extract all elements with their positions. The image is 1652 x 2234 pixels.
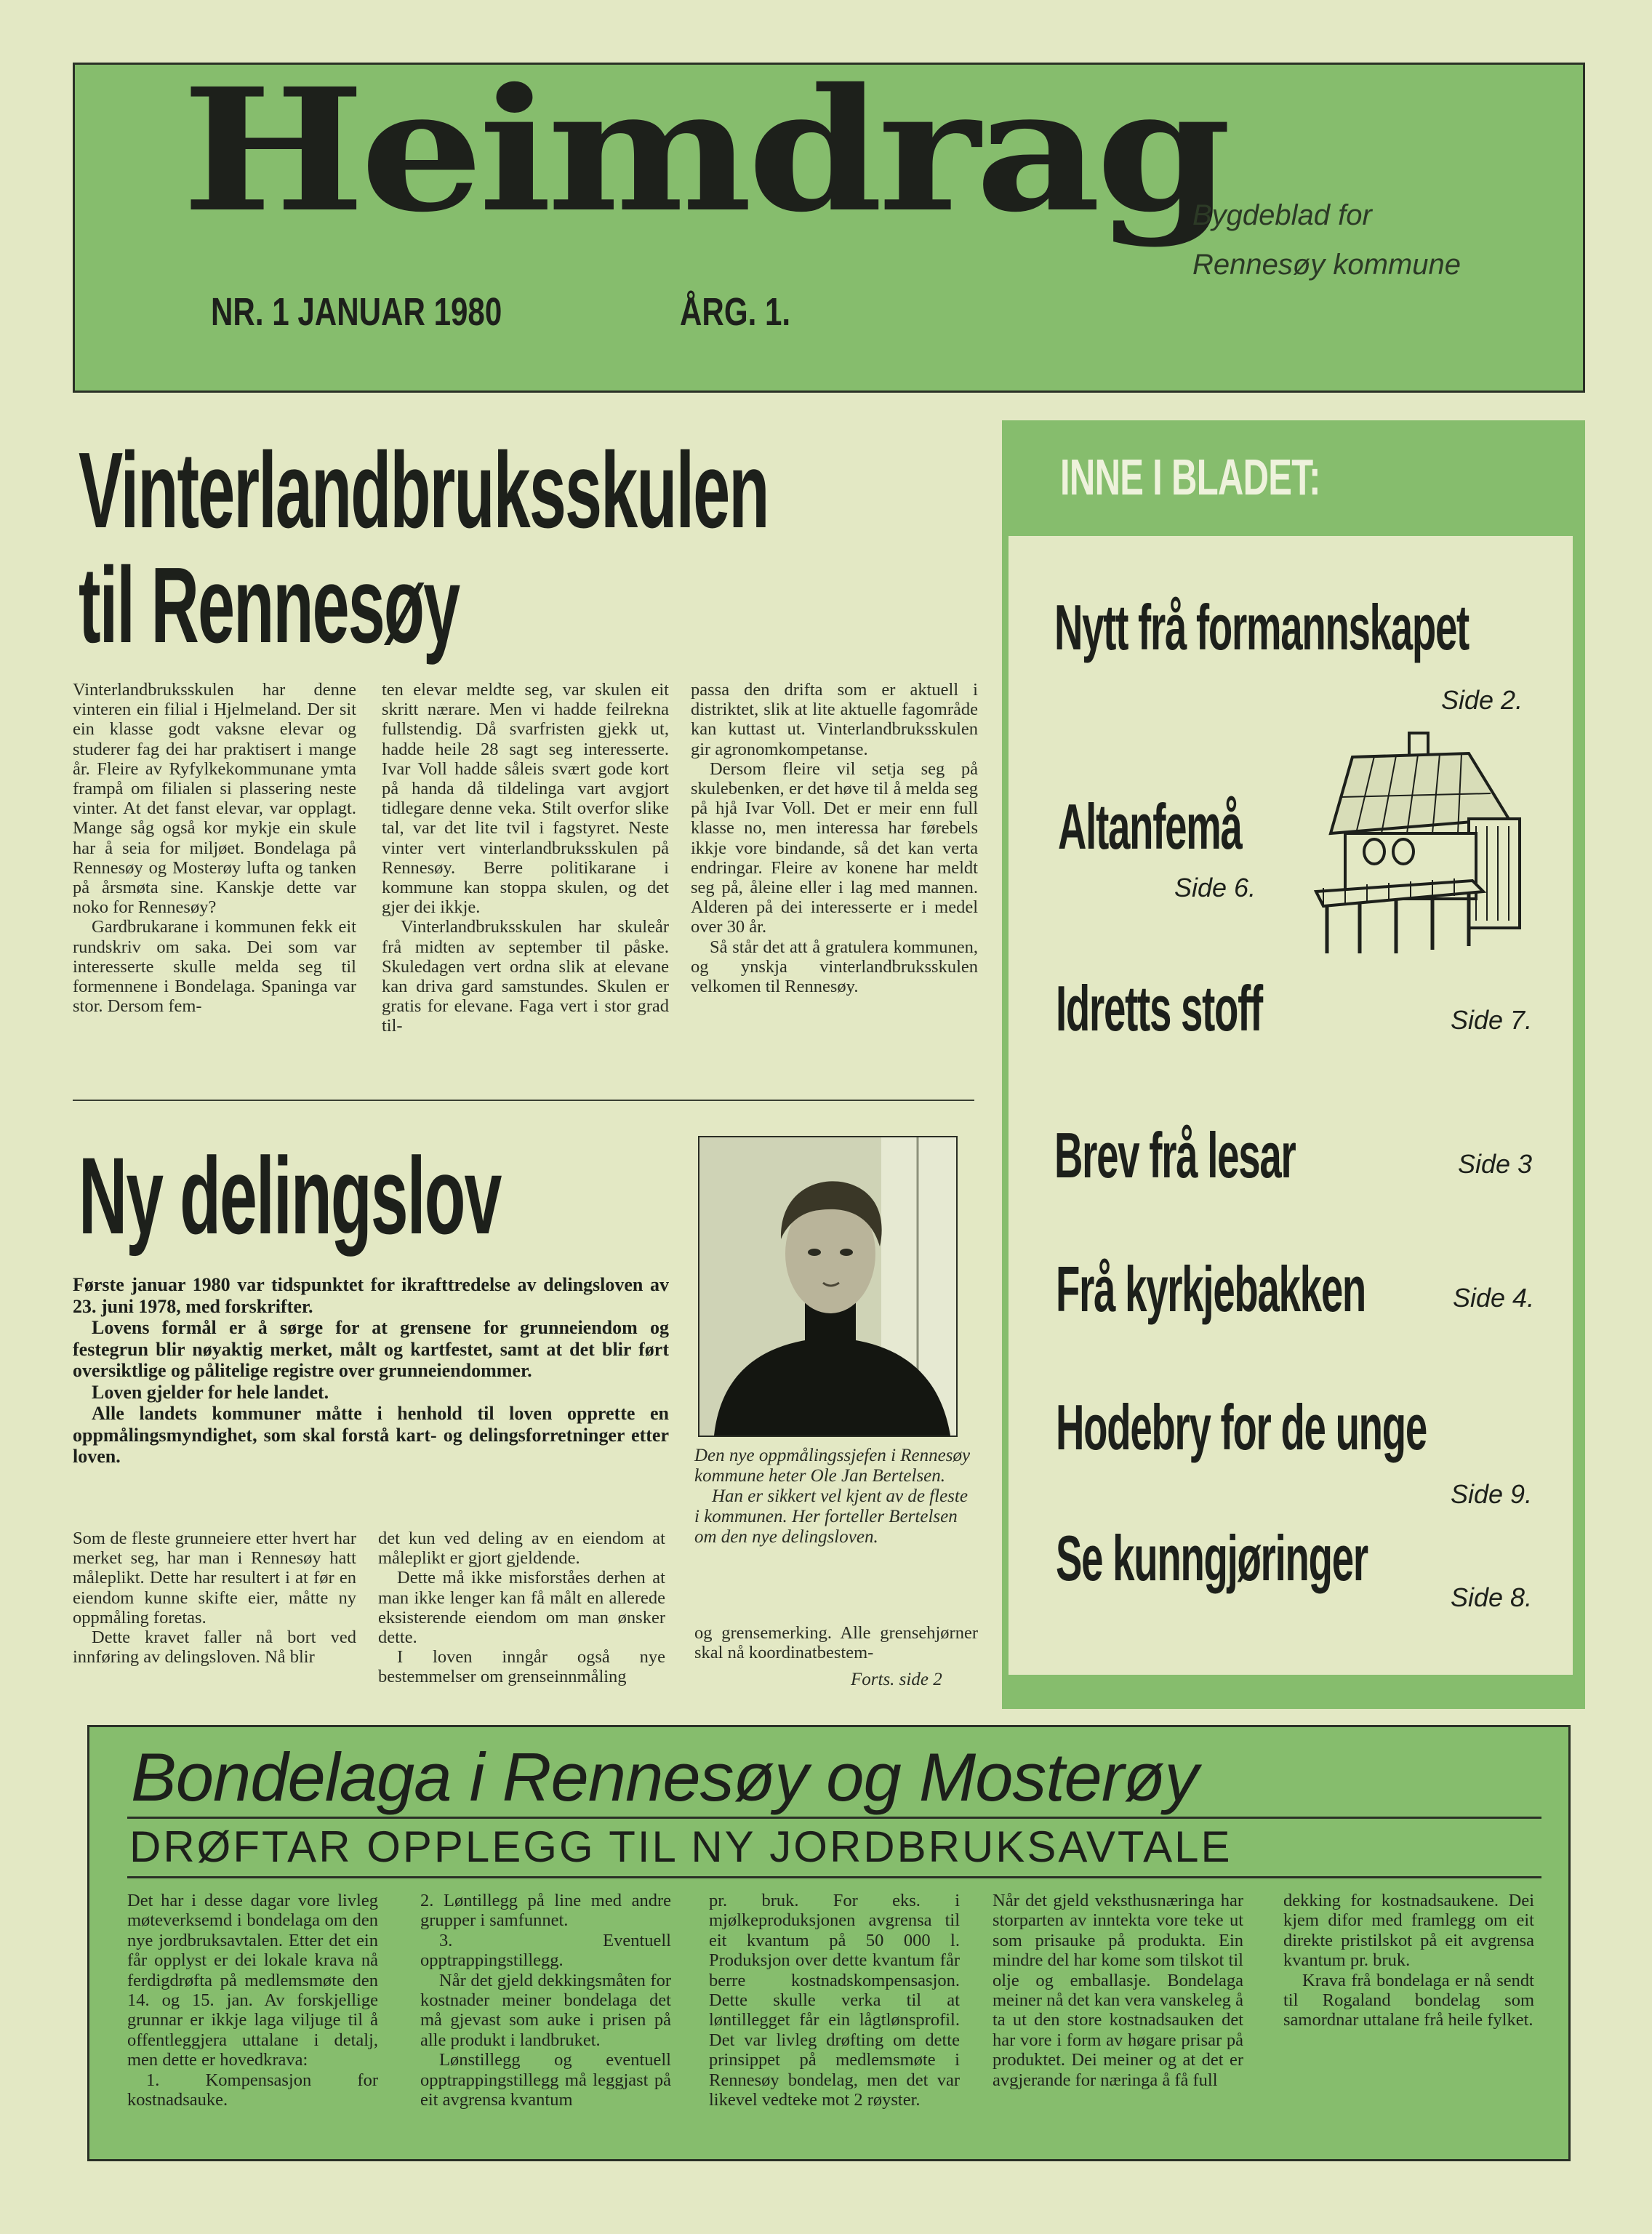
sidebar-title: INNE I BLADET: (1060, 449, 1320, 505)
tagline (1192, 191, 1461, 289)
toc-item-7[interactable]: Se kunngjøringer (1056, 1522, 1368, 1594)
title-rule (127, 1817, 1541, 1819)
house-illustration (1302, 724, 1541, 961)
article2-headline: Ny delingslov (79, 1134, 501, 1257)
toc-item-1[interactable]: Nytt frå formannskapet (1054, 591, 1469, 663)
toc-item-3-page: Side 7. (1451, 1005, 1533, 1035)
toc-item-4-page: Side 3 (1458, 1149, 1533, 1179)
toc-item-3[interactable]: Idretts stoff (1056, 972, 1262, 1044)
subtitle-rule (127, 1876, 1541, 1878)
article2-column-2: det kun ved deling av en eiendom at måleplikt er gjort gjeldende. Dette må ikke misforståes derhen at man ikke lenger kan få målt en allerede eksisterende eiendom om man ønsker dette. I loven inngår også nye bestemmelser om grenseinnmåling (378, 1529, 665, 1687)
toc-item-4[interactable]: Brev frå lesar (1054, 1119, 1296, 1191)
tagline-line-2: Rennesøy kommune (1192, 249, 1461, 281)
article2-lead: Første januar 1980 var tidspunktet for ikrafttredelse av delingsloven av 23. juni 1978, med forskrifter. Lovens formål er å sørge for at grensene for grunneiendom og festegrun blir nøyaktig merket, målt og kartfestet, samt at det blir ført oversiktlige og pålitelige registre over grunneiendommer. Loven gjelder for hele landet. Alle landets kommuner måtte i henhold til loven opprette en oppmålingsmyndighet, som skal forstå kart- og delingsforretninger etter loven. (73, 1274, 669, 1467)
article1-headline-line2: til Rennesøy (79, 545, 460, 665)
toc-item-5[interactable]: Frå kyrkjebakken (1056, 1253, 1366, 1325)
article1-column-3: passa den drifta som er aktuell i distriktet, slik at lite aktuelle fagområde kan kuttast ut. Vinterlandbruksskulen gir agronomkompetanse. Dersom fleire vil setja seg på skulebenken, er det høve til å melda seg på hjå Ivar Voll. Det er meir enn full klasse no, men interessa har førebels ikkje vore bindande, så det kan verta endringar. Fleire av konene har meldt seg på, åleine eller i lag med mannen. Alderen på dei interesserte er i medel over 30 år. Så står det att å gratulera kommunen, og ynskja vinterlandbruksskulen velkomen til Rennesøy. (691, 680, 978, 997)
newspaper-logo: Heimdrag (182, 51, 1227, 249)
article3-subtitle: DRØFTAR OPPLEGG TIL NY JORDBRUKSAVTALE (129, 1822, 1232, 1871)
issue-number: NR. 1 JANUAR 1980 (211, 290, 502, 334)
portrait-illustration (699, 1137, 956, 1436)
article3-column-5: dekking for kostnadsaukene. Dei kjem difor med framlegg om eit direkte pristilskot på eit avgrensa kvantum pr. bruk. Krava frå bondelaga er nå sendt til Rogaland bondelag som samordnar uttalane frå heile fylket. (1283, 1891, 1534, 2030)
article1-column-2: ten elevar meldte seg, var skulen eit skritt nærare. Men vi hadde feilrekna fullstendig. Då svarfristen gjekk ut, hadde heile 28 sagt seg interesserte. Ivar Voll hadde såleis svært gode kort på handa då tildelinga vart avgjort tidlegare denne veka. Stilt overfor slike tal, var det lite tvil i fagstyret. Neste vinter vert vinterlandbruksskulen på Rennesøy. Berre politikarane i kommune kan stoppa skulen, og det gjer dei ikkje. Vinterlandbruksskulen har skuleår frå midten av september til påske. Skuledagen vert ordna slik at elevane kan driva gard samstundes. Skulen er gratis for elevane. Faga vert i stor grad til- (382, 680, 669, 1036)
continued-label: Forts. side 2 (851, 1670, 942, 1689)
article3-title: Bondelaga i Rennesøy og Mosterøy (131, 1739, 1198, 1815)
toc-item-6-page: Side 9. (1451, 1479, 1533, 1509)
article3-column-4: Når det gjeld veksthusnæringa har storparten av inntekta vore teke ut som prisauke på produkta. Ein mindre del har kome som tilskot til olje og emballasje. Bondelaga meiner nå det kan vera vanskeleg å ta ut den store kostnadsauken det har vore i form av høgare prisar på produktet. Dei meiner og at det er avgjerande for næringa å få full (993, 1891, 1243, 2090)
article2-column-3: og grensemerking. Alle grensehjørner skal nå koordinatbestem- (694, 1623, 978, 1663)
toc-item-2[interactable]: Altanfemå (1058, 790, 1242, 862)
article1-headline-line1: Vinterlandbruksskulen (79, 431, 769, 551)
tagline-line-1: Bygdeblad for (1192, 199, 1372, 231)
toc-item-5-page: Side 4. (1453, 1283, 1535, 1313)
section-divider (73, 1100, 974, 1101)
portrait-photo (698, 1136, 958, 1437)
photo-caption: Den nye oppmålingssjefen i Rennesøy kommune heter Ole Jan Bertelsen. Han er sikkert vel kjent av de fleste i kommunen. Her forteller Bertelsen om den nye delingsloven. (694, 1446, 971, 1547)
toc-item-7-page: Side 8. (1451, 1582, 1533, 1612)
article2-column-1: Som de fleste grunneiere etter hvert har merket seg, har man i Rennesøy hatt måleplikt. Dette har resultert i at før en eiendom kunne skifte eier, måtte ny oppmåling foretas. Dette kravet faller nå bort ved innføring av delingsloven. Nå blir (73, 1529, 356, 1668)
toc-item-2-page: Side 6. (1174, 873, 1256, 902)
article3-column-2: 2. Løntillegg på line med andre grupper i samfunnet. 3. Eventuell opptrappingstillegg. Når det gjeld dekkingsmåten for kostnader meiner bondelaga det må gjevast som auke i prisen på alle produkt i landbruket. Lønstillegg og eventuell opptrappingstillegg må leggjast på eit avgrensa kvantum (420, 1891, 671, 2110)
volume-label: ÅRG. 1. (680, 290, 791, 334)
article3-column-3: pr. bruk. For eks. i mjølkeproduksjonen avgrensa til eit kvantum på 50 000 l. Produksjon over dette kvantum får berre kostnadskompensasjon. Dette skulle verka til at løntillegget får ein lågtlønsprofil. Det var livleg drøfting om dette prinsippet på medlemsmøte i Rennesøy bondelag, men det var likevel vedteke mot 2 røyster. (709, 1891, 960, 2110)
article3-column-1: Det har i desse dagar vore livleg møteverksemd i bondelaga om den nye jordbruksavtalen. Etter det ein får opplyst er dei lokale krava nå ferdigdrøfta på medlemsmøte den 14. og 15. jan. Av forskjellige grunnar er ikkje laga viljuge til å offentleggjera uttalane i detalj, men dette er hovedkrava: 1. Kompensasjon for kostnadsauke. (127, 1891, 378, 2110)
toc-item-1-page: Side 2. (1441, 685, 1523, 715)
toc-item-6[interactable]: Hodebry for de unge (1056, 1391, 1427, 1463)
article1-column-1: Vinterlandbruksskulen har denne vinteren ein filial i Hjelmeland. Der sit ein klasse godt vaksne elevar og studerer fag dei har praktisert i mange år. Fleire av Ryfylkekommunane ymta frampå om filialen si plassering neste vinter. At det fanst elevar, var opplagt. Mange såg også kor mykje ein skule har å seia for miljøet. Bondelaga på Rennesøy og Mosterøy lufta og tanken på årsmøta sine. Kanskje dette var noko for Rennesøy? Gardbrukarane i kommunen fekk eit rundskriv om saka. Dei som var interesserte skulle melda seg til formennene i Bondelaga. Spaninga var stor. Dersom fem- (73, 680, 356, 1017)
